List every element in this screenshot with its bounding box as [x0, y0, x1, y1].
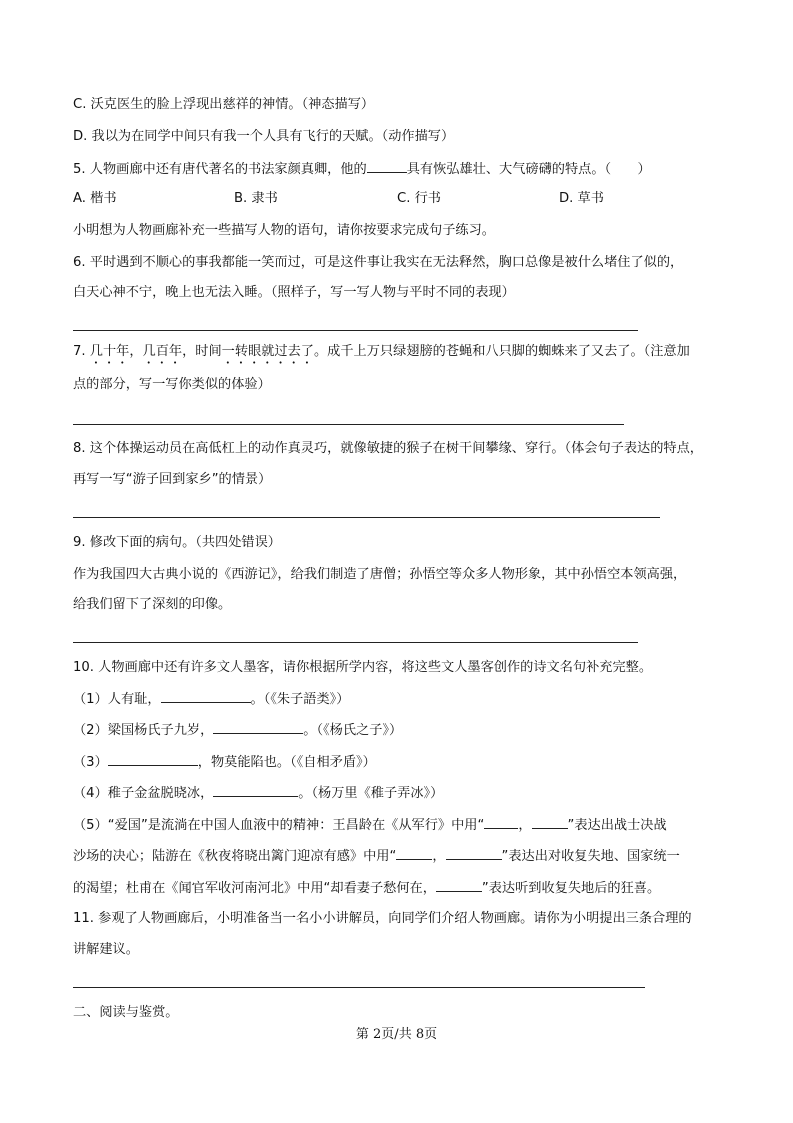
q9-line-2: 作为我国四大古典小说的《西游记》，给我们制造了唐僧；孙悟空等众多人物形象，其中孙悟空本领高强，	[73, 567, 687, 582]
q10-1-text-a: （1）人有耻，	[73, 692, 161, 707]
q5-text-b: 具有恢弘雄壮、大气磅礴的特点。（ ）	[406, 162, 651, 177]
q6-line-2: 白天心神不宁，晚上也无法入睡。（照样子，写一写人物与平时不同的表现）	[73, 285, 515, 300]
q11-line-1: 11. 参观了人物画廊后，小明准备当一名小小讲解员，向同学们介绍人物画廊。请你为小明提出三条合理的	[73, 911, 692, 926]
section-2-heading: 二、阅读与鉴赏。	[73, 1005, 179, 1020]
q10-item-5-line-1	[73, 816, 667, 835]
q10-5-blank-2[interactable]	[532, 816, 568, 829]
q5-text-a: 5. 人物画廊中还有唐代著名的书法家颜真卿，他的	[73, 162, 367, 177]
q5-option-a[interactable]: A. 楷书	[73, 191, 117, 206]
q10-3-blank[interactable]	[108, 753, 198, 766]
q10-5-text-c: ”表达出战士决战	[567, 818, 667, 833]
q10-item-5-line-3	[73, 879, 660, 898]
q10-4-text-b: 。（杨万里《稚子弄冰》）	[298, 786, 444, 801]
option-d: D. 我以为在同学中间只有我一个人具有飞行的天赋。（动作描写）	[73, 129, 455, 144]
q5-blank[interactable]	[367, 160, 407, 173]
q10-5-l3-text-b: ”表达听到收复失地后的狂喜。	[481, 881, 661, 896]
q10-1-text-b: 。（《朱子語类》）	[250, 692, 350, 707]
q10-4-blank[interactable]	[213, 784, 298, 797]
question-5	[73, 160, 651, 179]
q10-item-3	[73, 753, 376, 772]
q11-line-2: 讲解建议。	[73, 942, 139, 957]
q10-item-2	[73, 721, 402, 740]
q10-5-blank-3[interactable]	[396, 847, 432, 860]
q7-dotted-3: 一转眼就过去了	[221, 344, 314, 359]
q10-item-5-line-2	[73, 847, 680, 866]
q7-line-2: 点的部分，写一写你类似的体验）	[73, 377, 271, 392]
q10-2-blank[interactable]	[213, 721, 303, 734]
q10-line-1: 10. 人物画廊中还有许多文人墨客，请你根据所学内容，将这些文人墨客创作的诗文名句补充完整。	[73, 660, 653, 675]
q10-1-blank[interactable]	[161, 690, 251, 703]
q9-line-3: 给我们留下了深刻的印像。	[73, 597, 232, 612]
q10-3-text-a: （3）	[73, 755, 108, 770]
q7-sep-1: ，	[129, 344, 143, 359]
q10-5-l2-comma: ，	[432, 849, 446, 864]
exercise-intro: 小明想为人物画廊补充一些描写人物的语句，请你按要求完成句子练习。	[73, 223, 495, 238]
q10-5-comma: ，	[518, 818, 532, 833]
q8-answer-line[interactable]	[73, 517, 660, 518]
q10-5-blank-1[interactable]	[484, 816, 518, 829]
q10-5-blank-4[interactable]	[446, 847, 502, 860]
q7-sep-2: ，时间	[182, 344, 222, 359]
q8-line-2: 再写一写“游子回到家乡”的情景）	[73, 472, 272, 487]
q10-5-l3-text-a: 的渴望；杜甫在《闻官军收河南河北》中用“却看妻子愁何在，	[73, 881, 436, 896]
q10-5-l2-text-c: ”表达出对收复失地、国家统一	[501, 849, 680, 864]
q10-3-text-b: ，物莫能陷也。（《自相矛盾》）	[197, 755, 376, 770]
q10-5-text-a: （5）“爱国”是流淌在中国人血液中的精神：王昌龄在《从军行》中用“	[73, 818, 485, 833]
q5-option-c[interactable]: C. 行书	[397, 191, 441, 206]
q10-4-text-a: （4）稚子金盆脱晓冰，	[73, 786, 214, 801]
q7-answer-line[interactable]	[73, 424, 624, 425]
q7-rest: 。成千上万只绿翅膀的苍蝇和八只脚的蜘蛛来了又去了。（注意加	[313, 344, 690, 359]
q7-dotted-2: 几百年	[142, 344, 183, 359]
q10-5-blank-5[interactable]	[436, 879, 482, 892]
q11-answer-line[interactable]	[73, 987, 645, 988]
q5-option-b[interactable]: B. 隶书	[234, 191, 278, 206]
q6-line-1: 6. 平时遇到不顺心的事我都能一笑而过，可是这件事让我实在无法释然，胸口总像是被什么堵住了似的，	[73, 255, 684, 270]
q7-line-1	[73, 343, 690, 367]
q10-2-text-a: （2）梁国杨氏子九岁，	[73, 723, 214, 738]
option-c: C. 沃克医生的脸上浮现出慈祥的神情。（神态描写）	[73, 97, 375, 112]
page-footer: 第 2页/共 8页	[355, 1027, 438, 1042]
q10-item-4	[73, 784, 443, 803]
q5-option-d[interactable]: D. 草书	[559, 191, 604, 206]
q10-item-1	[73, 690, 349, 709]
q7-prefix: 7.	[73, 344, 90, 359]
q10-2-text-b: 。（《杨氏之子》）	[303, 723, 403, 738]
q10-5-l2-text-a: 沙场的决心；陆游在《秋夜将晓出篱门迎凉有感》中用“	[73, 849, 397, 864]
q9-answer-line[interactable]	[73, 642, 638, 643]
q8-line-1: 8. 这个体操运动员在高低杠上的动作真灵巧，就像敏捷的猴子在树干间攀缘、穿行。（体会句子表达的特点，	[73, 441, 703, 456]
q6-answer-line[interactable]	[73, 330, 638, 331]
q9-line-1: 9. 修改下面的病句。（共四处错误）	[73, 535, 281, 550]
q7-dotted-1: 几十年	[89, 344, 130, 359]
